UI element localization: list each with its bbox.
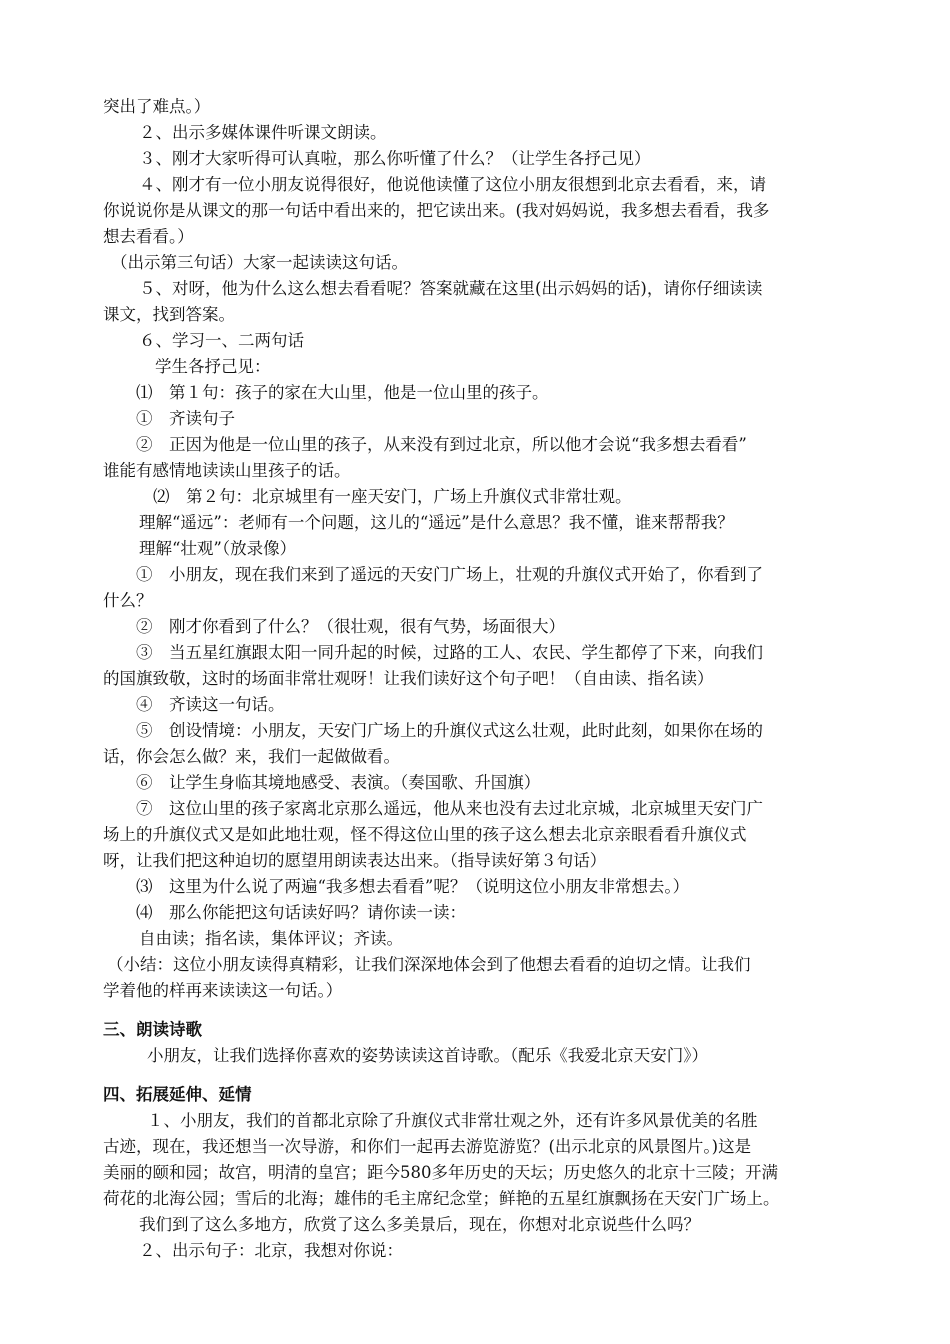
text-line: 我们到了这么多地方，欣赏了这么多美景后，现在，你想对北京说些什么吗？ [139,1215,700,1234]
text-line: 课文，找到答案。 [103,305,235,324]
text-line: ２、出示多媒体课件听课文朗读。 [139,123,387,142]
text-line: ① 小朋友，现在我们来到了遥远的天安门广场上，壮观的升旗仪式开始了，你看到了 [136,565,763,584]
text-line: 场上的升旗仪式又是如此地壮观，怪不得这位山里的孩子这么想去北京亲眼看看升旗仪式 [103,825,747,844]
text-line: 学着他的样再来读读这一句话。） [103,981,343,1000]
text-line: ⑴ 第１句：孩子的家在大山里，他是一位山里的孩子。 [136,383,549,402]
text-line: ６、学习一、二两句话 [139,331,304,350]
section-heading: 三、朗读诗歌 [103,1020,202,1039]
text-line: ⑷ 那么你能把这句话读好吗？请你读一读： [136,903,466,922]
text-line: 理解“遥远”：老师有一个问题，这儿的“遥远”是什么意思？我不懂，谁来帮帮我？ [139,513,734,532]
text-line: 突出了难点。） [103,97,211,116]
text-line: ２、出示句子：北京，我想对你说： [139,1241,403,1260]
text-line: 谁能有感情地读读山里孩子的话。 [103,461,351,480]
text-line: 呀，让我们把这种迫切的愿望用朗读表达出来。（指导读好第３句话） [103,851,607,870]
text-line: ３、刚才大家听得可认真啦，那么你听懂了什么？（让学生各抒己见） [139,149,651,168]
text-line: ５、对呀，他为什么这么想去看看呢？答案就藏在这里(出示妈妈的话)，请你仔细读读 [139,279,763,298]
text-line: 理解“壮观”（放录像） [139,539,297,558]
text-line: （小结：这位小朋友读得真精彩，让我们深深地体会到了他想去看看的迫切之情。让我们 [107,955,751,974]
text-line: ⑵ 第２句：北京城里有一座天安门，广场上升旗仪式非常壮观。 [153,487,632,506]
text-line: １、小朋友，我们的首都北京除了升旗仪式非常壮观之外，还有许多风景优美的名胜 [147,1111,758,1130]
text-line: 话，你会怎么做？来，我们一起做做看。 [103,747,400,766]
text-line: （出示第三句话）大家一起读读这句话。 [111,253,408,272]
text-line: ４、刚才有一位小朋友说得很好，他说他读懂了这位小朋友很想到北京去看看，来，请 [139,175,766,194]
text-line: 美丽的颐和园；故宫，明清的皇宫；距今580多年历史的天坛；历史悠久的北京十三陵；开满 [103,1163,778,1182]
text-line: ⑥ 让学生身临其境地感受、表演。（奏国歌、升国旗） [136,773,541,792]
text-line: 学生各抒己见： [155,357,271,376]
text-line: ① 齐读句子 [136,409,235,428]
text-line: 想去看看。） [103,227,194,246]
text-line: ⑶ 这里为什么说了两遍“我多想去看看”呢？（说明这位小朋友非常想去。） [136,877,690,896]
text-line: 古迹，现在，我还想当一次导游，和你们一起再去游览游览？(出示北京的风景图片。)这是 [103,1137,752,1156]
text-line: ② 刚才你看到了什么？（很壮观，很有气势，场面很大） [136,617,565,636]
section-heading: 四、拓展延伸、延情 [103,1085,252,1104]
text-line: 的国旗致敬，这时的场面非常壮观呀！让我们读好这个句子吧！（自由读、指名读） [103,669,714,688]
text-line: ④ 齐读这一句话。 [136,695,285,714]
text-line: 什么？ [103,591,153,610]
text-line: 自由读；指名读，集体评议；齐读。 [139,929,403,948]
text-line: 你说说你是从课文的那一句话中看出来的，把它读出来。(我对妈妈说，我多想去看看，我多 [103,201,770,220]
text-line: ⑤ 创设情境：小朋友，天安门广场上的升旗仪式这么壮观，此时此刻，如果你在场的 [136,721,763,740]
text-line: ③ 当五星红旗跟太阳一同升起的时候，过路的工人、农民、学生都停了下来，向我们 [136,643,763,662]
text-line: 荷花的北海公园；雪后的北海；雄伟的毛主席纪念堂；鲜艳的五星红旗飘扬在天安门广场上。 [103,1189,780,1208]
text-line: 小朋友，让我们选择你喜欢的姿势读读这首诗歌。（配乐《我爱北京天安门》） [147,1046,708,1065]
text-line: ② 正因为他是一位山里的孩子，从来没有到过北京，所以他才会说“我多想去看看” [136,435,747,454]
text-line: ⑦ 这位山里的孩子家离北京那么遥远，他从来也没有去过北京城，北京城里天安门广 [136,799,763,818]
